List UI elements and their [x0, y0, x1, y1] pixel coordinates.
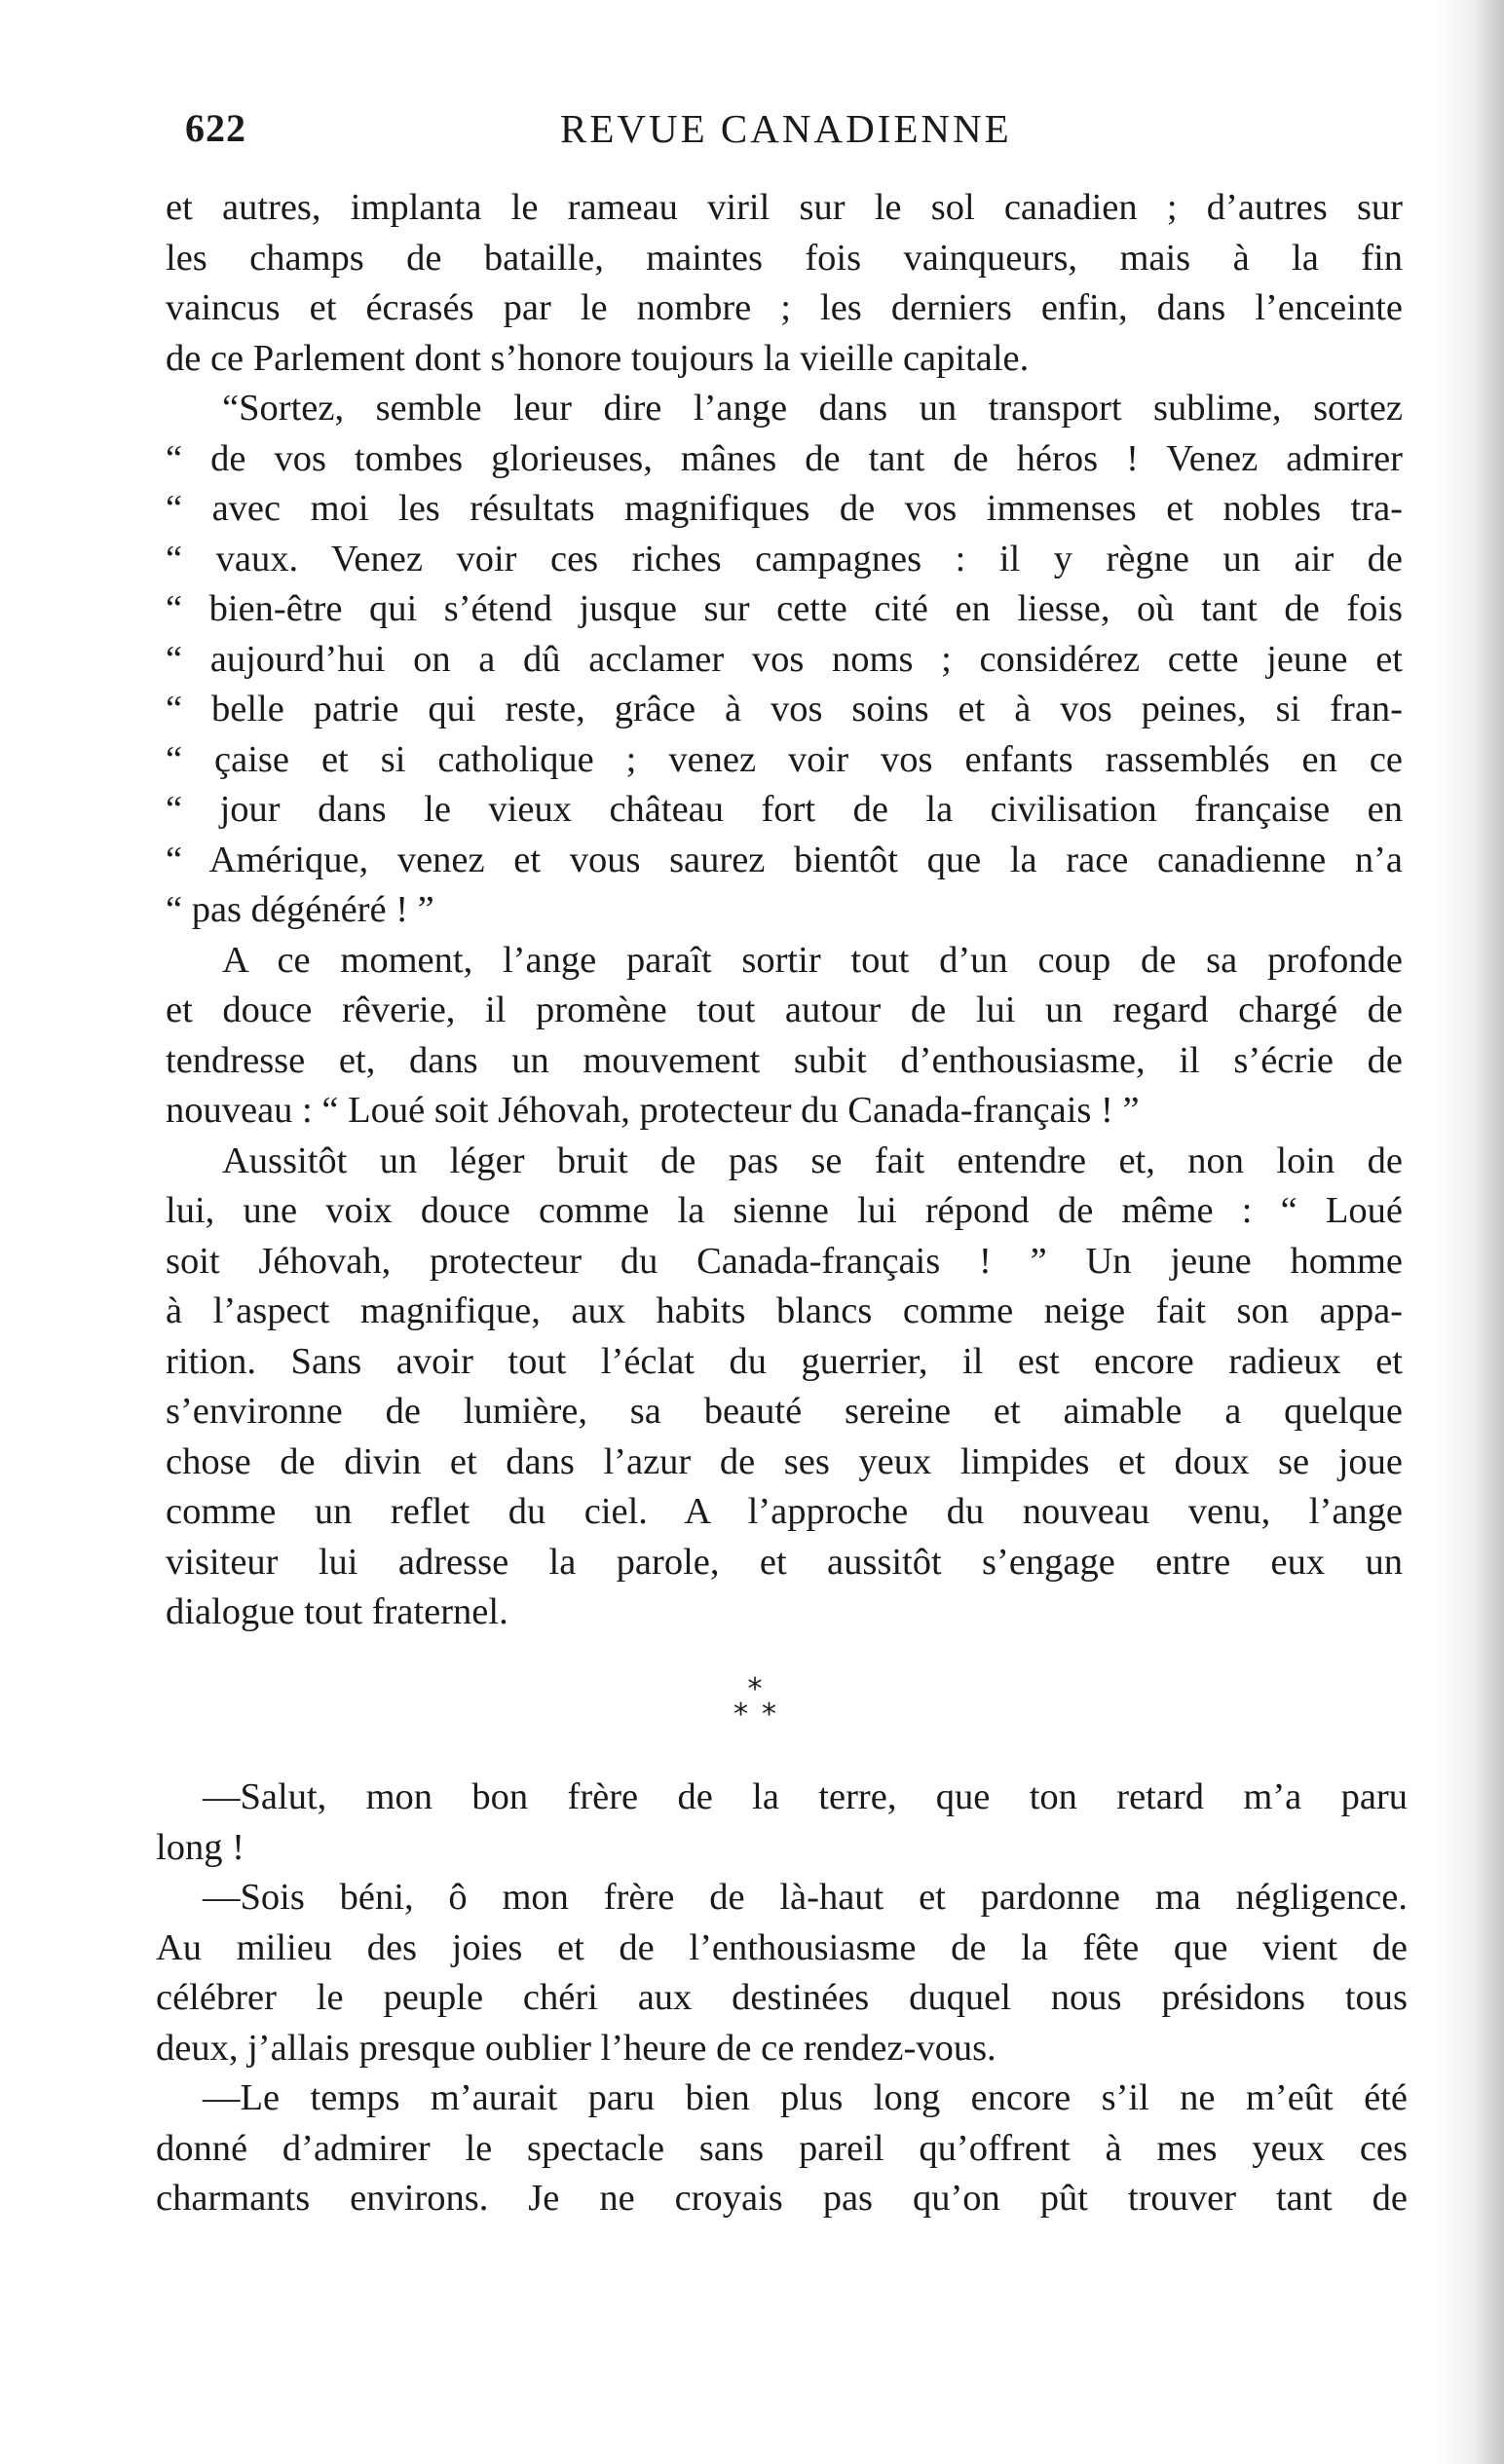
asterism-bottom: **	[733, 1698, 790, 1732]
dialogue-text	[156, 1773, 1408, 2224]
page-edge-shadow	[1436, 0, 1504, 2464]
text-line: vaincus et écrasés par le nombre ; les derniers enfin, dans l’enceinte	[166, 287, 1403, 328]
asterism-top: *	[747, 1672, 763, 1706]
text-line: soit Jéhovah, protecteur du Canada-français ! ” Un jeune homme	[166, 1240, 1403, 1282]
text-line: et autres, implanta le rameau viril sur le sol canadien ; d’autres sur	[166, 187, 1403, 228]
text-line: rition. Sans avoir tout l’éclat du guerrier, il est encore radieux et	[166, 1340, 1403, 1382]
page-number: 622	[185, 106, 246, 150]
dialogue-line: deux, j’allais presque oublier l’heure de ce rendez-vous.	[156, 2027, 996, 2069]
section-break-asterism	[701, 1672, 808, 1736]
text-line: “ belle patrie qui reste, grâce à vos soins et à vos peines, si fran-	[166, 689, 1403, 729]
text-line: A ce moment, l’ange paraît sortir tout d’un coup de sa profonde	[222, 939, 1403, 981]
text-line: tendresse et, dans un mouvement subit d’enthousiasme, il s’écrie de	[166, 1039, 1403, 1081]
text-line: les champs de bataille, maintes fois vainqueurs, mais à la fin	[166, 237, 1403, 279]
text-line: et douce rêverie, il promène tout autour de lui un regard chargé de	[166, 989, 1403, 1030]
running-title: REVUE CANADIENNE	[560, 106, 1012, 151]
text-line: “ pas dégénéré ! ”	[166, 889, 434, 930]
text-line: “ Amérique, venez et vous saurez bientôt que la race canadienne n’a	[166, 839, 1403, 880]
text-line: “ de vos tombes glorieuses, mânes de tant de héros ! Venez admirer	[166, 437, 1403, 479]
main-text	[166, 183, 1403, 1638]
text-line: “ jour dans le vieux château fort de la civilisation française en	[166, 789, 1403, 830]
dialogue-line: Au milieu des joies et de l’enthousiasme de la fête que vient de	[156, 1926, 1408, 1968]
dialogue-line: charmants environs. Je ne croyais pas qu’on pût trouver tant de	[156, 2178, 1408, 2219]
text-line: “ aujourd’hui on a dû acclamer vos noms ; considérez cette jeune et	[166, 638, 1403, 680]
text-line: “ çaise et si catholique ; venez voir vos enfants rassemblés en ce	[166, 738, 1403, 780]
text-line: “ vaux. Venez voir ces riches campagnes : il y règne un air de	[166, 538, 1403, 579]
dialogue-line: —Le temps m’aurait paru bien plus long encore s’il ne m’eût été	[203, 2077, 1408, 2118]
text-line: à l’aspect magnifique, aux habits blancs comme neige fait son appa-	[166, 1290, 1403, 1331]
text-line: de ce Parlement dont s’honore toujours la vieille capitale.	[166, 337, 1030, 379]
text-line: nouveau : “ Loué soit Jéhovah, protecteur du Canada-français ! ”	[166, 1090, 1140, 1131]
text-line: chose de divin et dans l’azur de ses yeux limpides et doux se joue	[166, 1440, 1403, 1482]
page-header	[185, 105, 1403, 164]
text-line: “ bien-être qui s’étend jusque sur cette cité en liesse, où tant de fois	[166, 588, 1403, 629]
text-line: comme un reflet du ciel. A l’approche du nouveau venu, l’ange	[166, 1491, 1403, 1532]
text-line: “ avec moi les résultats magnifiques de vos immenses et nobles tra-	[166, 488, 1403, 529]
dialogue-line: long !	[156, 1826, 244, 1868]
text-line: s’environne de lumière, sa beauté sereine et aimable a quelque	[166, 1391, 1403, 1432]
text-line: visiteur lui adresse la parole, et aussitôt s’engage entre eux un	[166, 1541, 1403, 1583]
dialogue-line: —Sois béni, ô mon frère de là-haut et pardonne ma négligence.	[203, 1877, 1408, 1918]
text-line: lui, une voix douce comme la sienne lui répond de même : “ Loué	[166, 1190, 1403, 1231]
text-line: “Sortez, semble leur dire l’ange dans un transport sublime, sortez	[222, 388, 1403, 429]
text-line: Aussitôt un léger bruit de pas se fait entendre et, non loin de	[222, 1139, 1403, 1181]
text-line: dialogue tout fraternel.	[166, 1591, 508, 1632]
dialogue-line: —Salut, mon bon frère de la terre, que ton retard m’a paru	[203, 1776, 1408, 1817]
dialogue-line: célébrer le peuple chéri aux destinées duquel nous présidons tous	[156, 1977, 1408, 2018]
dialogue-line: donné d’admirer le spectacle sans pareil qu’offrent à mes yeux ces	[156, 2127, 1408, 2169]
